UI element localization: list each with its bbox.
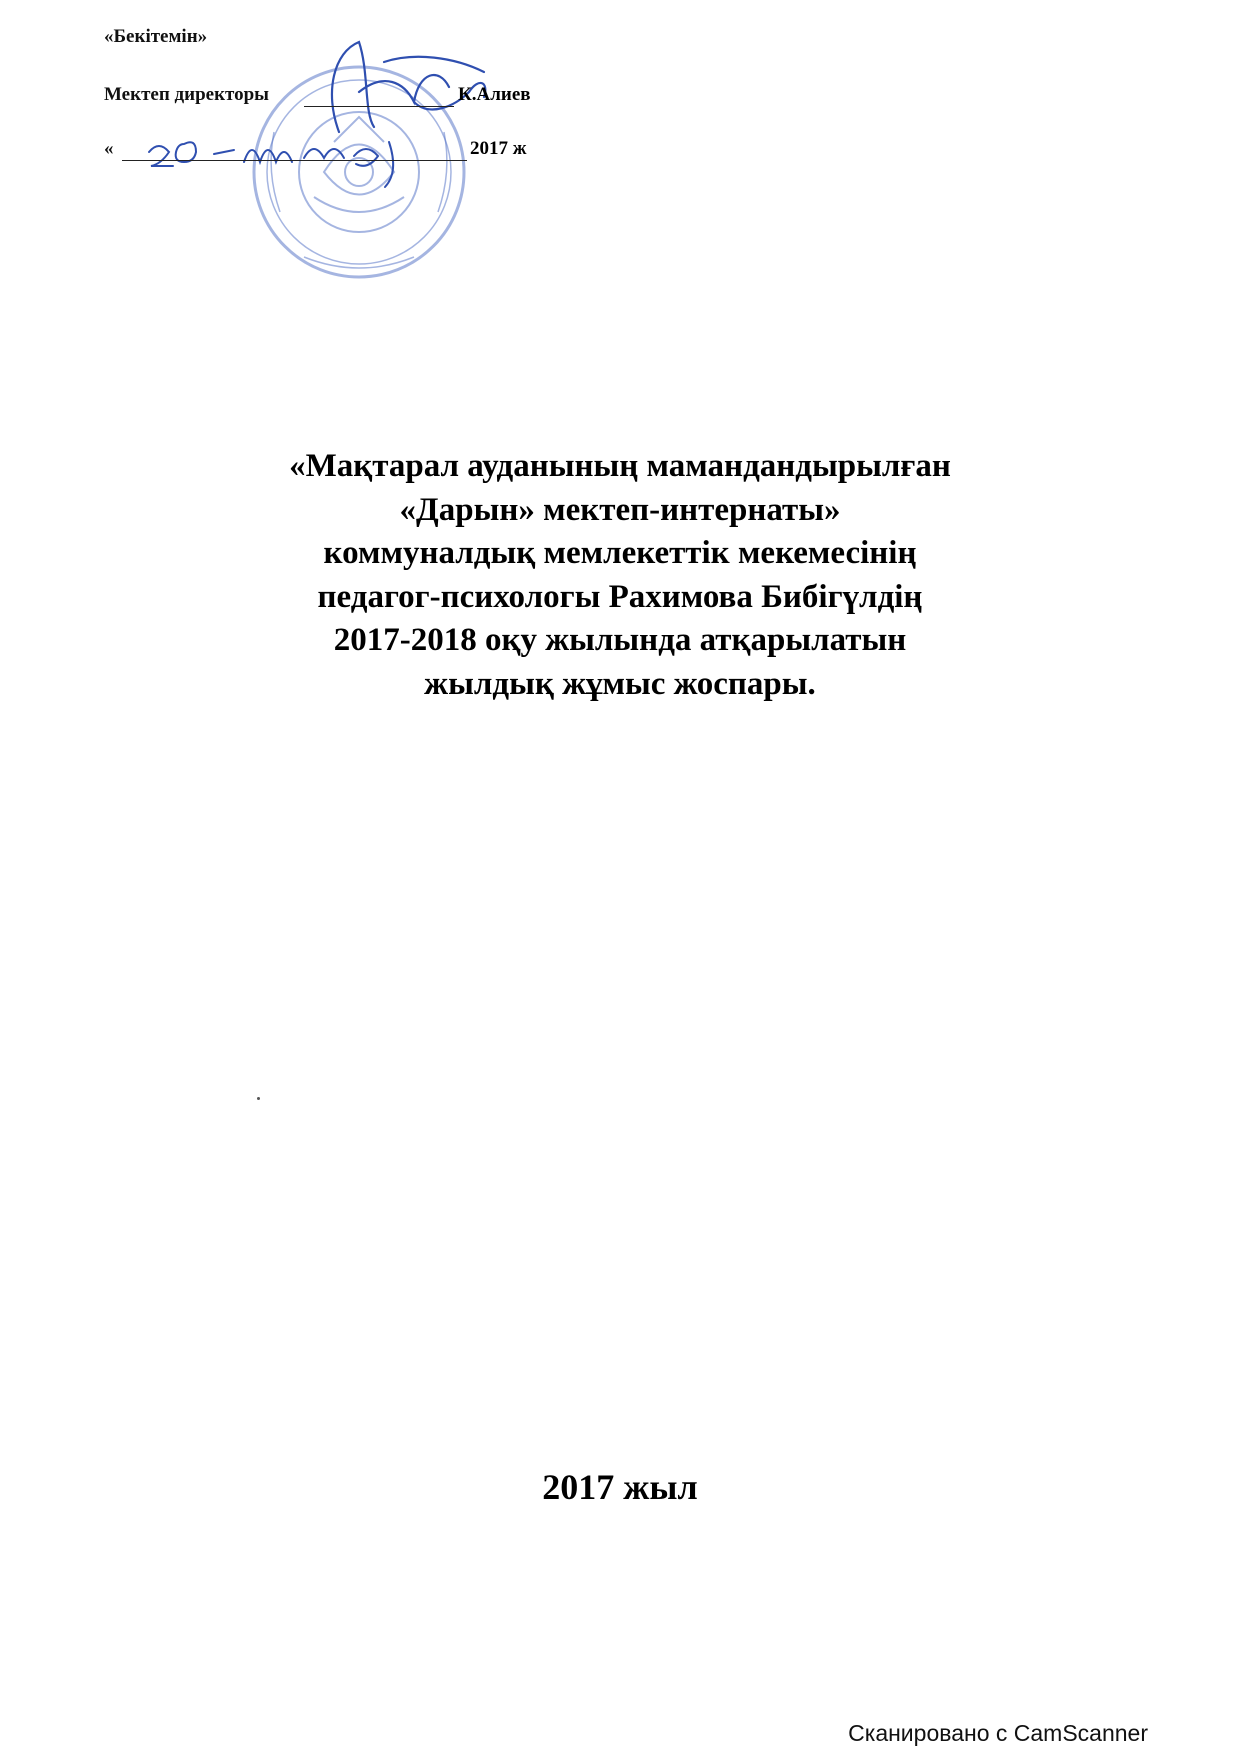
date-year: 2017 ж [470,138,527,159]
date-prefix: « [104,138,114,159]
date-line [122,160,467,161]
footer-year: 2017 жыл [542,1467,698,1507]
approval-block [104,22,544,282]
title-line-2: «Дарын» мектеп-интернаты» [399,491,841,528]
director-label: Мектеп директоры [104,84,270,105]
director-signature-line [304,106,454,107]
title-line-4: педагог-психологы Рахимова Бибігүлдің [317,578,923,615]
approve-label: «Бекітемін» [104,26,208,47]
title-line-6: жылдық жұмыс жоспары. [424,665,816,702]
title-line-1: «Мақтарал ауданының мамандандырылған [289,448,951,484]
document-title [120,445,1120,706]
title-line-5: 2017-2018 оқу жылында атқарылатын [333,622,907,658]
director-name: К.Алиев [458,84,531,105]
handwritten-date-icon [134,122,454,192]
scanner-watermark: Сканировано с CamScanner [848,1720,1148,1746]
scan-speck [257,1097,260,1100]
title-line-3: коммуналдық мемлекеттік мекемесінің [323,535,917,571]
